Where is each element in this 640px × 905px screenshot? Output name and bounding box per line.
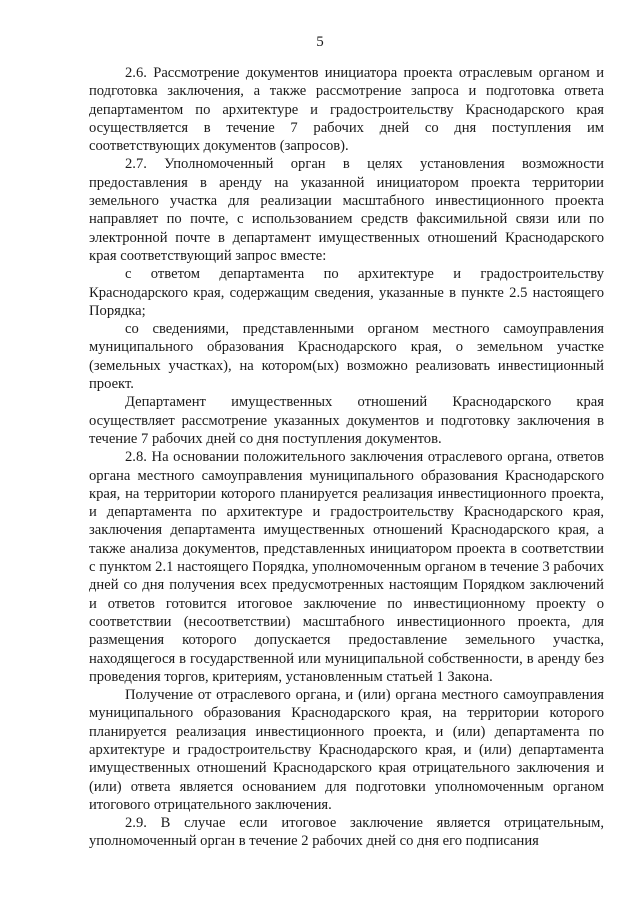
paragraph-2-7: 2.7. Уполномоченный орган в целях установления возможности предоставления в аренду на указанной инициатором проекта территории земельного участка для реализации масштабного инвестиционного проекта направляет по почте, с использованием средств факсимильной связи или по электронной почте в департамент имущественных отношений Краснодарского края соответствующий запрос вместе:	[89, 156, 604, 264]
paragraph-2-8-negative: Получение от отраслевого органа, и (или) органа местного самоуправления муниципального образования Краснодарского края, на территории которого планируется реализация инвестиционного проекта, и (или) департамента по архитектуре и градостроительству Краснодарского края, и (или) департамента имущественных отношений Краснодарского края отрицательного заключения и (или) ответа является основанием для подготовки уполномоченным органом итогового отрицательного заключения.	[89, 687, 604, 813]
paragraph-2-6: 2.6. Рассмотрение документов инициатора проекта отраслевым органом и подготовка заключения, а также рассмотрение запроса и подготовка ответа департаментом по архитектуре и градостроительству Краснодарского края осуществляется в течение 7 рабочих дней со дня поступления им соответствующих документов (запросов).	[89, 65, 604, 155]
paragraph-2-7-item-1: с ответом департамента по архитектуре и градостроительству Краснодарского края, содержащим сведения, указанные в пункте 2.5 настоящего Порядка;	[89, 266, 604, 319]
paragraph-2-7-department: Департамент имущественных отношений Краснодарского края осуществляет рассмотрение указанных документов и подготовку заключения в течение 7 рабочих дней со дня поступления документов.	[89, 394, 604, 447]
paragraph-2-7-item-2: со сведениями, представленными органом местного самоуправления муниципального образования Краснодарского края, о земельном участке (земельных участках), на котором(ых) возможно реализовать инвестиционный проект.	[89, 321, 604, 393]
document-body	[89, 64, 604, 851]
paragraph-2-9: 2.9. В случае если итоговое заключение является отрицательным, уполномоченный орган в течение 2 рабочих дней со дня его подписания	[89, 815, 604, 850]
page-number: 5	[316, 34, 324, 50]
paragraph-2-8: 2.8. На основании положительного заключения отраслевого органа, ответов органа местного самоуправления муниципального образования Краснодарского края, на территории которого планируется реализация инвестиционного проекта, и департамента по архитектуре и градостроительству Краснодарского края, заключения департамента имущественных отношений Краснодарского края, а также анализа документов, представленных инициатором проекта в соответствии с пунктом 2.1 настоящего Порядка, уполномоченным органом в течение 3 рабочих дней со дня получения всех предусмотренных настоящим Порядком заключений и ответов готовится итоговое заключение по инвестиционному проекту о соответствии (несоответствии) масштабного инвестиционного проекта, для размещения которого допускается предоставление земельного участка, находящегося в государственной или муниципальной собственности, в аренду без проведения торгов, критериям, установленным статьей 1 Закона.	[89, 449, 604, 685]
